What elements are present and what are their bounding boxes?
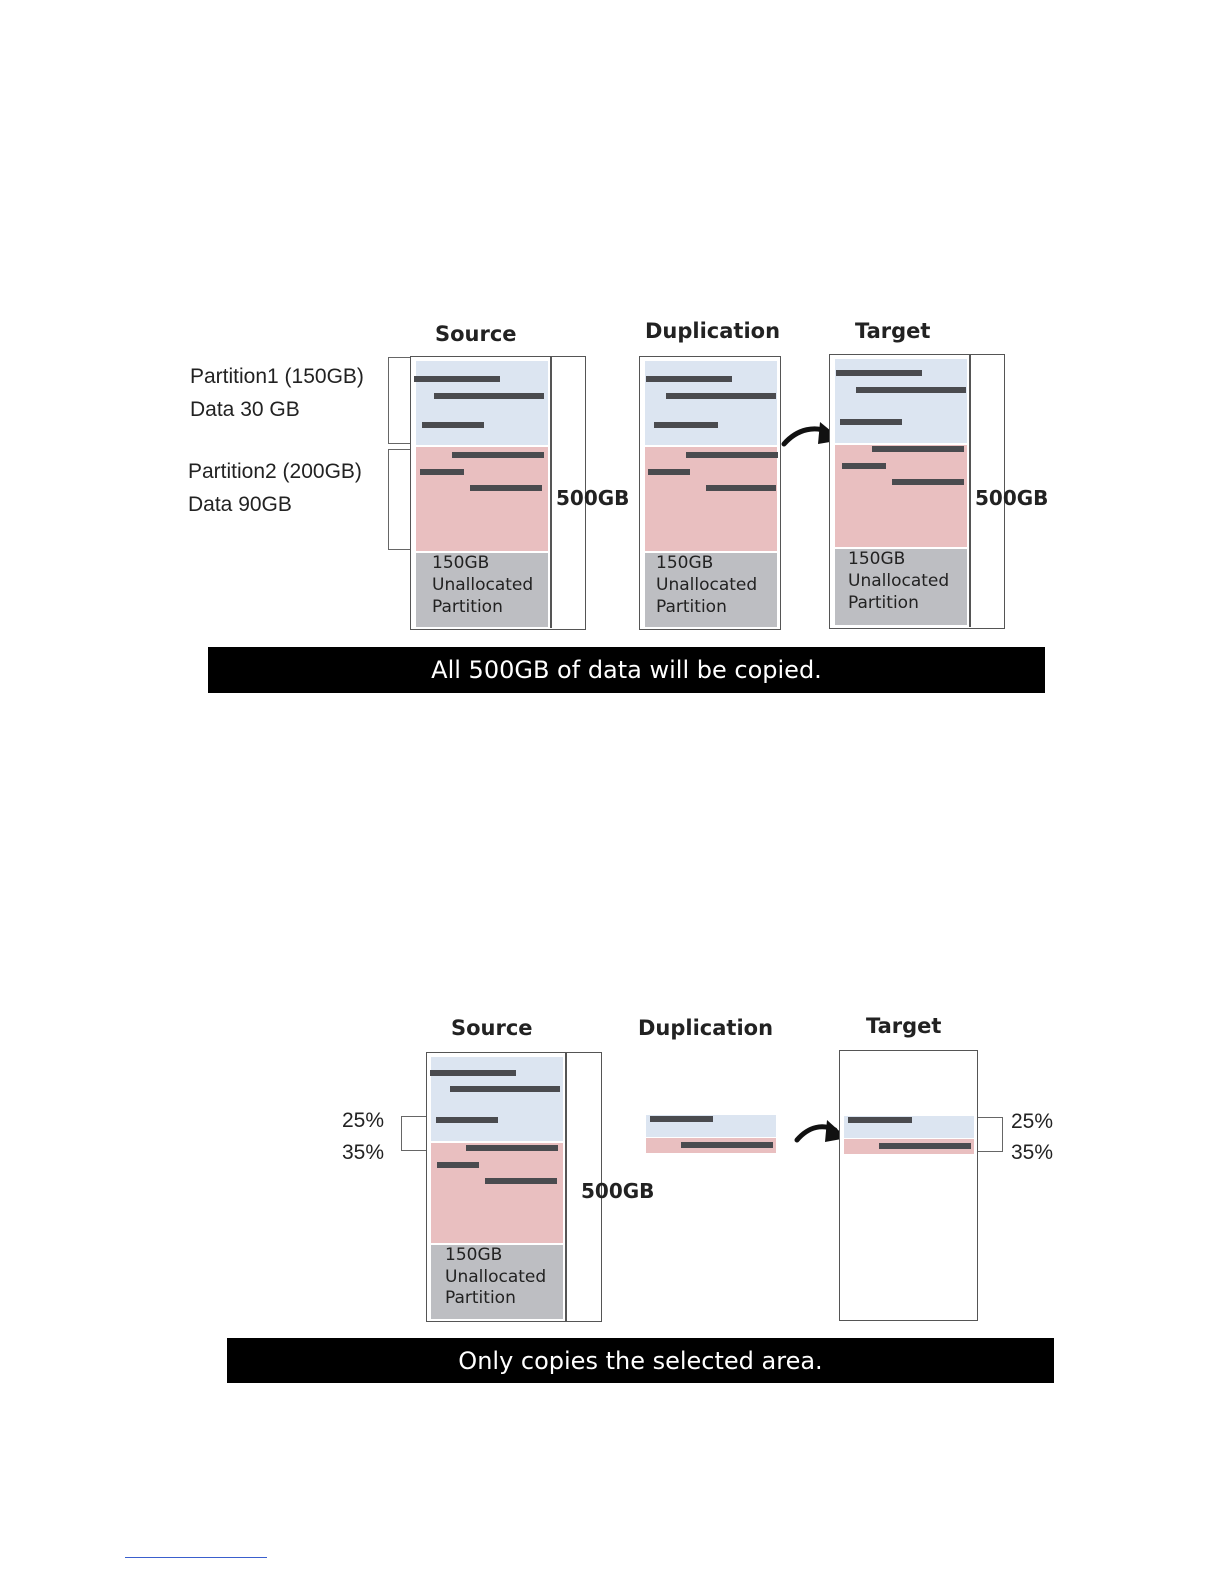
source-partition2 — [431, 1143, 563, 1243]
data-bar — [470, 485, 542, 491]
target-selection-start-percent: 25% — [1011, 1110, 1054, 1133]
unallocated-size: 150GB — [848, 549, 906, 569]
data-bar — [650, 1116, 713, 1122]
unallocated-partition-word: Partition — [445, 1288, 516, 1308]
target-title: Target — [855, 319, 931, 343]
disk-divider — [565, 1053, 567, 1321]
source-partition1 — [416, 361, 548, 445]
unallocated-size: 150GB — [656, 553, 714, 573]
unallocated-size: 150GB — [432, 553, 490, 573]
data-bar — [414, 376, 500, 382]
data-bar — [856, 387, 966, 393]
partition2-bracket — [388, 449, 410, 550]
source-partition2 — [416, 447, 548, 551]
source-disk — [426, 1052, 602, 1322]
data-bar — [437, 1162, 479, 1168]
unallocated-partition-word: Partition — [432, 597, 503, 617]
duplication-partition1 — [645, 361, 777, 445]
data-bar — [436, 1117, 498, 1123]
unallocated-size: 150GB — [445, 1245, 503, 1265]
unallocated-word: Unallocated — [656, 575, 758, 595]
partition1-label: Partition1 (150GB) — [190, 365, 364, 388]
data-bar — [422, 422, 484, 428]
caption-banner: All 500GB of data will be copied. — [208, 647, 1045, 693]
data-bar — [836, 370, 922, 376]
data-bar — [686, 452, 778, 458]
target-selection-end-percent: 35% — [1011, 1141, 1054, 1164]
footnote-separator — [125, 1557, 267, 1558]
duplication-partition2 — [645, 447, 777, 551]
data-bar — [646, 376, 732, 382]
unallocated-word: Unallocated — [445, 1267, 547, 1287]
target-title: Target — [866, 1014, 942, 1038]
duplication-disk — [639, 356, 781, 630]
data-bar — [842, 463, 886, 469]
data-bar — [892, 479, 964, 485]
data-bar — [420, 469, 464, 475]
source-title: Source — [451, 1016, 533, 1040]
duplication-unallocated — [645, 553, 777, 627]
target-partition2 — [835, 445, 967, 547]
source-size-label: 500GB — [581, 1179, 655, 1203]
data-bar — [879, 1143, 971, 1149]
selection-end-percent: 35% — [342, 1141, 385, 1164]
target-selection-bracket — [978, 1117, 1003, 1152]
disk-divider — [550, 357, 552, 628]
target-unallocated — [835, 549, 967, 625]
disk-divider — [969, 355, 971, 627]
data-bar — [681, 1142, 773, 1148]
partition2-label: Partition2 (200GB) — [188, 460, 362, 483]
data-bar — [466, 1145, 558, 1151]
data-bar — [452, 452, 544, 458]
data-bar — [654, 422, 718, 428]
data-bar — [430, 1070, 516, 1076]
selection-start-percent: 25% — [342, 1109, 385, 1132]
unallocated-partition-word: Partition — [848, 593, 919, 613]
caption-banner: Only copies the selected area. — [227, 1338, 1054, 1383]
target-size-label: 500GB — [975, 486, 1049, 510]
selection-bracket — [401, 1116, 426, 1151]
data-bar — [706, 485, 776, 491]
target-disk — [839, 1050, 978, 1321]
data-bar — [840, 419, 902, 425]
partition1-bracket — [388, 357, 410, 444]
source-unallocated — [431, 1245, 563, 1319]
data-bar — [434, 393, 544, 399]
unallocated-word: Unallocated — [432, 575, 534, 595]
data-bar — [872, 446, 964, 452]
unallocated-word: Unallocated — [848, 571, 950, 591]
data-bar — [848, 1117, 912, 1123]
data-bar — [485, 1178, 557, 1184]
source-title: Source — [435, 322, 517, 346]
partition1-data-label: Data 30 GB — [190, 398, 300, 421]
source-size-label: 500GB — [556, 486, 630, 510]
duplication-title: Duplication — [645, 319, 781, 343]
source-unallocated — [416, 553, 548, 627]
partition2-data-label: Data 90GB — [188, 493, 292, 516]
data-bar — [648, 469, 690, 475]
unallocated-partition-word: Partition — [656, 597, 727, 617]
duplication-title: Duplication — [638, 1016, 774, 1040]
data-bar — [666, 393, 776, 399]
data-bar — [450, 1086, 560, 1092]
